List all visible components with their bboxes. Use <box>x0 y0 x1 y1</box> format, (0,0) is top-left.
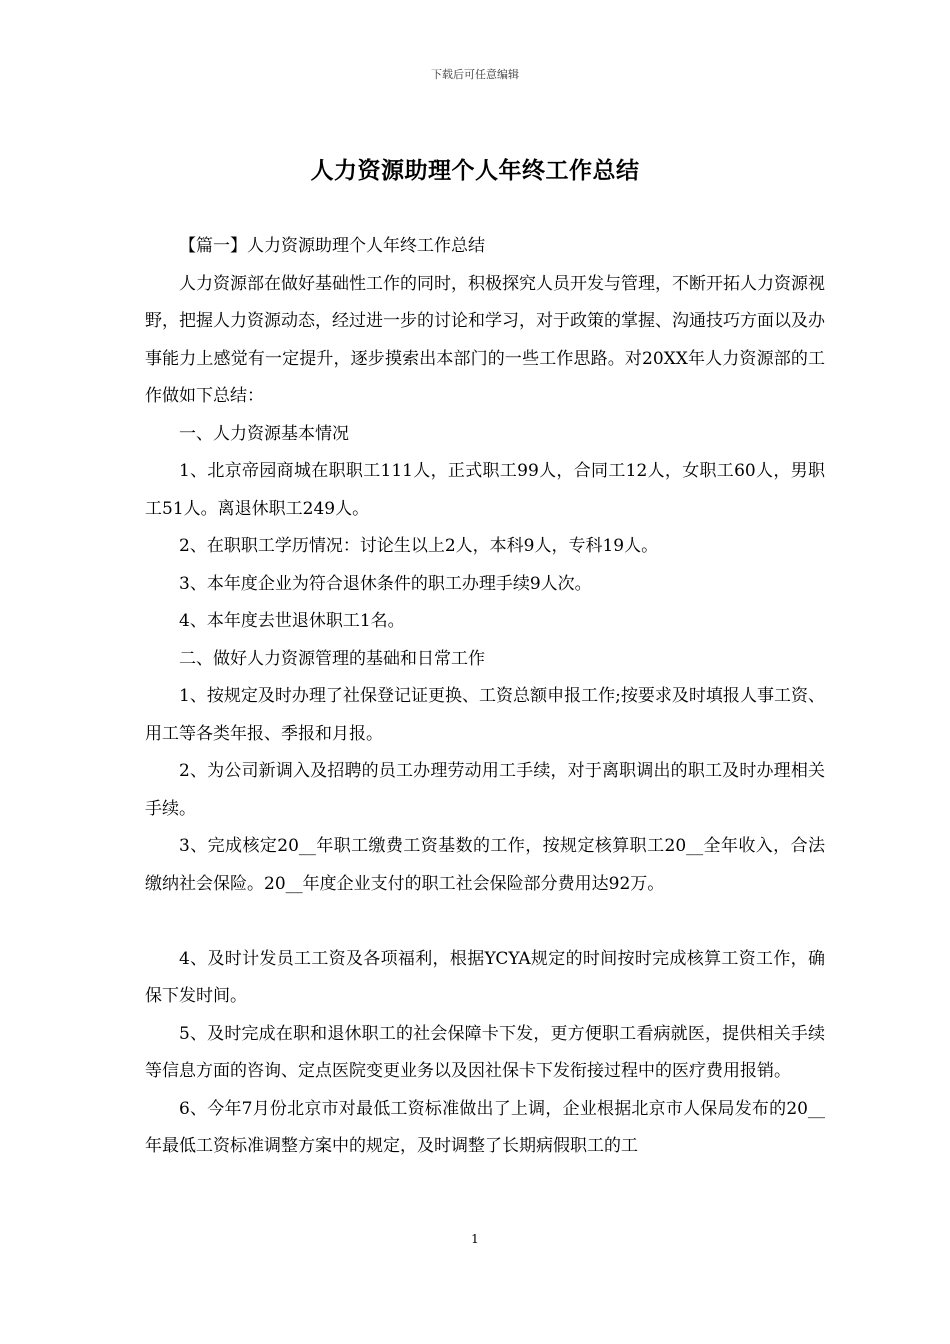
section-heading: 二、做好人力资源管理的基础和日常工作 <box>179 648 485 669</box>
list-item: 6、今年7月份北京市对最低工资标准做出了上调，企业根据北京市人保局发布的20__年最低工资标准调整方案中的规定，及时调整了长期病假职工的工 <box>145 1098 825 1156</box>
document-body <box>145 228 825 1166</box>
intro-paragraph: 人力资源部在做好基础性工作的同时，积极探究人员开发与管理，不断开拓人力资源视野，把握人力资源动态，经过进一步的讨论和学习，对于政策的掌握、沟通技巧方面以及办事能力上感觉有一定提升，逐步摸索出本部门的一些工作思路。对20XX年人力资源部的工作做如下总结： <box>145 273 825 406</box>
list-item: 4、本年度去世退休职工1名。 <box>179 611 405 631</box>
list-item: 3、完成核定20__年职工缴费工资基数的工作，按规定核算职工20__全年收入，合法缴纳社会保险。20__年度企业支付的职工社会保险部分费用达92万。 <box>145 836 825 894</box>
list-item: 3、本年度企业为符合退休条件的职工办理手续9人次。 <box>179 573 592 594</box>
page-number: 1 <box>471 1232 479 1246</box>
list-item: 1、按规定及时办理了社保登记证更换、工资总额申报工作;按要求及时填报人事工资、用工等各类年报、季报和月报。 <box>145 686 825 744</box>
list-item: 2、为公司新调入及招聘的员工办理劳动用工手续，对于离职调出的职工及时办理相关手续。 <box>145 761 825 819</box>
section-heading: 【篇一】人力资源助理个人年终工作总结 <box>179 236 485 256</box>
document-title: 人力资源助理个人年终工作总结 <box>310 158 640 184</box>
section-heading: 一、人力资源基本情况 <box>179 423 349 444</box>
blank-line <box>145 903 825 941</box>
list-item: 5、及时完成在职和退休职工的社会保障卡下发，更方便职工看病就医，提供相关手续等信息方面的咨询、定点医院变更业务以及因社保卡下发衔接过程中的医疗费用报销。 <box>145 1023 825 1081</box>
header-note: 下载后可任意编辑 <box>431 68 519 81</box>
list-item: 2、在职职工学历情况：讨论生以上2人，本科9人，专科19人。 <box>179 536 659 556</box>
list-item: 1、北京帝园商城在职职工111人，正式职工99人，合同工12人，女职工60人，男职工51人。离退休职工249人。 <box>145 461 825 519</box>
list-item: 4、及时计发员工工资及各项福利，根据YCYA规定的时间按时完成核算工资工作，确保下发时间。 <box>145 948 825 1006</box>
